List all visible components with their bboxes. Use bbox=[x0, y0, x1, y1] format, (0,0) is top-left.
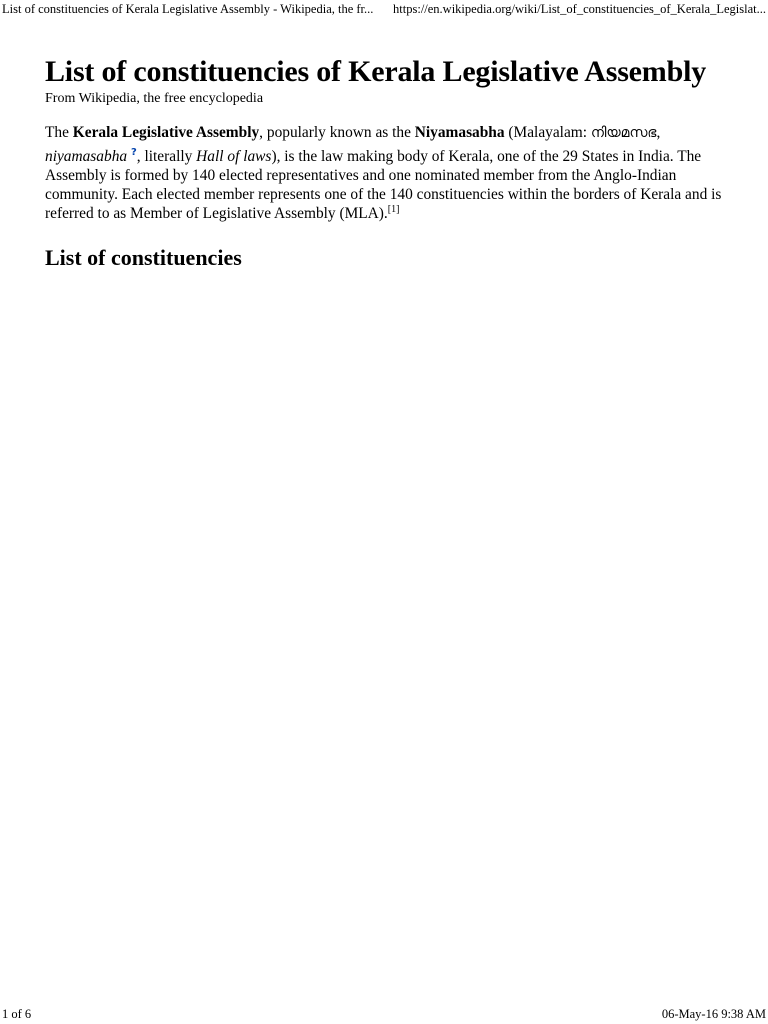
intro-paragraph bbox=[45, 123, 725, 223]
page-title: List of constituencies of Kerala Legislative Assembly bbox=[45, 55, 707, 88]
print-header-url: https://en.wikipedia.org/wiki/List_of_constituencies_of_Kerala_Legislat... bbox=[393, 2, 766, 16]
print-timestamp: 06-May-16 9:38 AM bbox=[661, 1007, 766, 1021]
intro-text-1: The bbox=[45, 124, 73, 141]
article-content bbox=[45, 54, 725, 271]
niyamasabha-term: Niyamasabha bbox=[414, 124, 505, 141]
intro-text-4: , bbox=[656, 124, 661, 141]
page-number: 1 of 6 bbox=[2, 1007, 32, 1021]
reference-link-1[interactable]: [1] bbox=[387, 204, 400, 215]
print-header-page-title: List of constituencies of Kerala Legislative Assembly - Wikipedia, the fr... bbox=[2, 2, 374, 16]
niyamasabha-transliteration: niyamasabha bbox=[45, 148, 128, 166]
hall-of-laws-term: Hall of laws bbox=[196, 148, 272, 166]
site-tagline: From Wikipedia, the free encyclopedia bbox=[45, 91, 264, 106]
malayalam-script-text: നിയമസഭ bbox=[590, 125, 657, 141]
intro-text-3: (Malayalam: bbox=[504, 124, 591, 141]
pronunciation-help-link[interactable]: ? bbox=[130, 147, 137, 158]
intro-text-6: ), is the law making body of Kerala, one of the 29 States in India. The Assembly is formed by 140 elected representatives and one nominated member from the Anglo-Indian community. Each elected member represents one of the 140 constituencies within the borders of Kerala and is referred to as Member of Legislative Assembly (MLA). bbox=[45, 148, 722, 223]
section-heading-list-of-constituencies: List of constituencies bbox=[45, 245, 242, 271]
intro-text-2: , popularly known as the bbox=[259, 124, 415, 141]
intro-text-5: , literally bbox=[136, 148, 197, 166]
print-header bbox=[0, 0, 768, 18]
kerala-legislative-assembly-term: Kerala Legislative Assembly bbox=[72, 124, 260, 141]
print-footer bbox=[0, 1004, 768, 1024]
